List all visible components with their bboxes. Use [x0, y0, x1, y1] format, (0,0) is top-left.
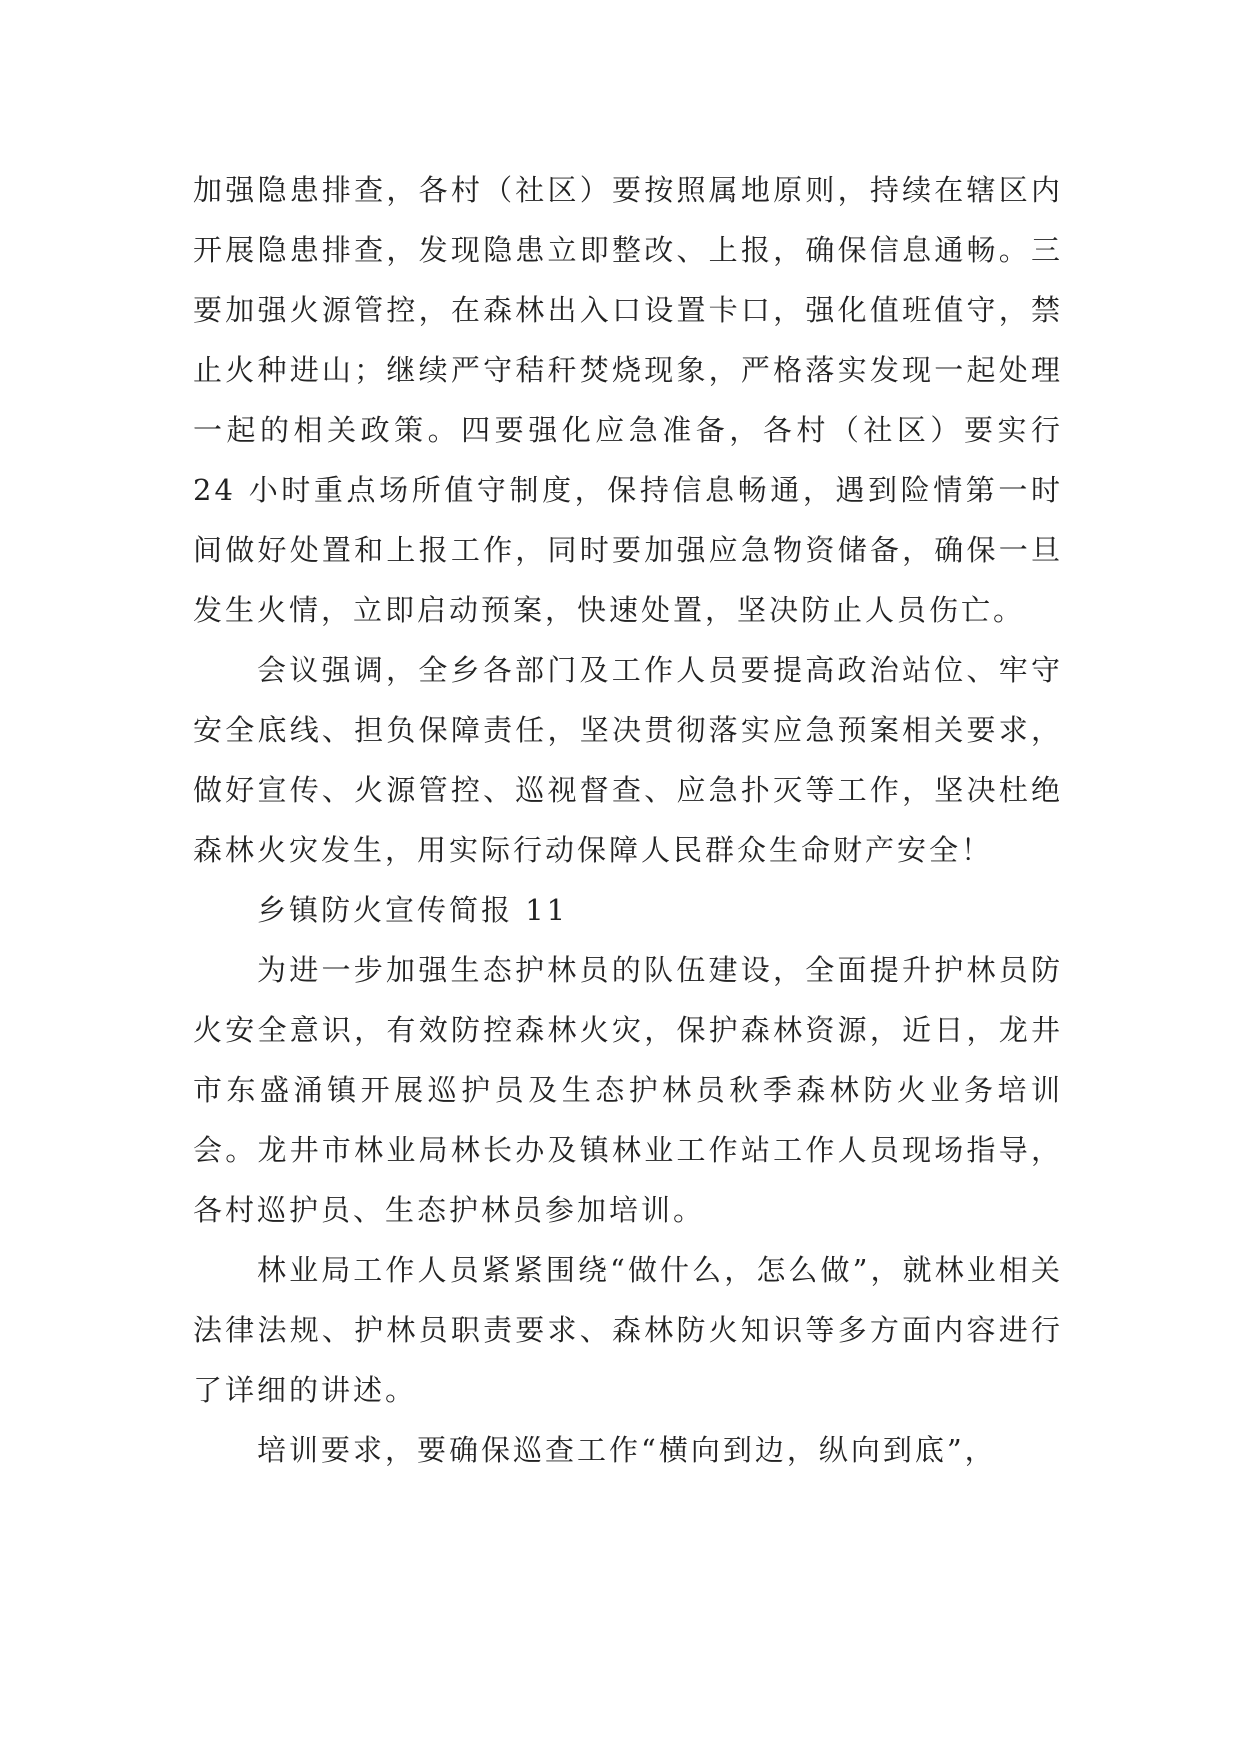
paragraph-training-requirements: 培训要求，要确保巡查工作“横向到边，纵向到底”， [257, 1433, 997, 1467]
paragraph-continuation: 加强隐患排查，各村（社区）要按照属地原则，持续在辖区内开展隐患排查，发现隐患立即整改、上报，确保信息通畅。三要加强火源管控，在森林出入口设置卡口，强化值班值守，禁止火种进山；继续严守秸秆焚烧现象，严格落实发现一起处理一起的相关政策。四要强化应急准备，各村（社区）要实行 24 小时重点场所值守制度，保持信息畅通，遇到险情第一时间做好处置和上报工作，同时要加强应急物资储备，确保一旦发生火情，立即启动预案，快速处置，坚决防止人员伤亡。 [193, 173, 1063, 627]
paragraph-training-intro: 为进一步加强生态护林员的队伍建设，全面提升护林员防火安全意识，有效防控森林火灾，保护森林资源，近日，龙井市东盛涌镇开展巡护员及生态护林员秋季森林防火业务培训会。龙井市林业局林长办及镇林业工作站工作人员现场指导，各村巡护员、生态护林员参加培训。 [193, 953, 1063, 1227]
paragraph-meeting-emphasis: 会议强调，全乡各部门及工作人员要提高政治站位、牢守安全底线、担负保障责任，坚决贯彻落实应急预案相关要求，做好宣传、火源管控、巡视督查、应急扑灭等工作，坚决杜绝森林火灾发生，用实际行动保障人民群众生命财产安全！ [193, 653, 1063, 867]
paragraph-training-content: 林业局工作人员紧紧围绕“做什么，怎么做”，就林业相关法律法规、护林员职责要求、森林防火知识等多方面内容进行了详细的讲述。 [193, 1253, 1063, 1407]
section-heading: 乡镇防火宣传简报 11 [257, 893, 569, 927]
document-body [193, 160, 1063, 1480]
